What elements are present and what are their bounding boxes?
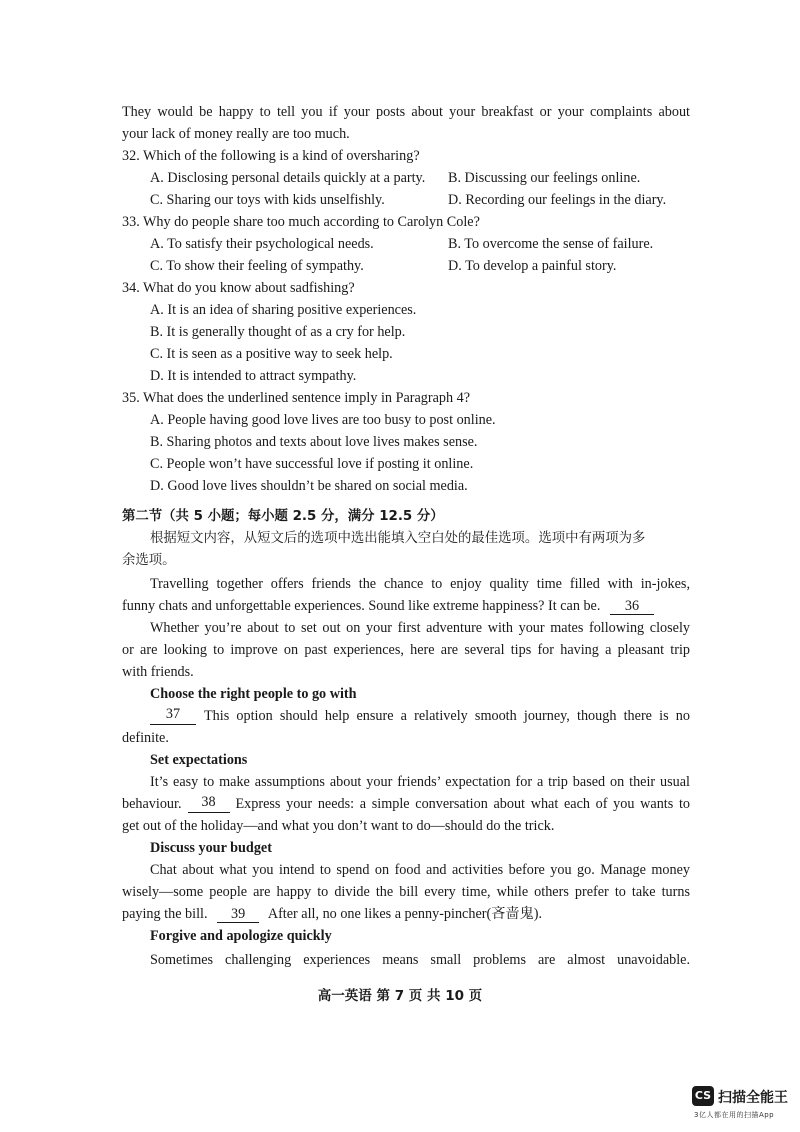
subheading: Discuss your budget — [150, 840, 272, 856]
question-32-option-c: C. Sharing our toys with kids unselfishly. — [150, 192, 385, 208]
paragraph-line: Chat about what you intend to spend on food and activities before you go. Manage money — [150, 862, 690, 878]
paragraph-text: behaviour. — [122, 796, 182, 812]
watermark-name: 扫描全能王 — [718, 1090, 788, 1106]
camscanner-watermark — [692, 1086, 796, 1126]
question-35-stem: 35. What does the underlined sentence imply in Paragraph 4? — [122, 390, 471, 406]
paragraph-line: Whether you’re about to set out on your first adventure with your mates following closely — [150, 620, 690, 636]
paragraph-line: wisely—some people are happy to divide the bill every time, while others prefer to take turns — [122, 884, 690, 900]
blank-37: 37 — [150, 707, 196, 725]
paragraph-line — [122, 905, 542, 923]
paragraph-line: or are looking to improve on past experiences, here are several tips for having a pleasant trip — [122, 642, 690, 658]
question-32-option-d: D. Recording our feelings in the diary. — [448, 192, 667, 208]
section-2-instruction: 根据短文内容，从短文后的选项中选出能填入空白处的最佳选项。选项中有两项为多 — [150, 531, 646, 546]
question-32-stem: 32. Which of the following is a kind of oversharing? — [122, 148, 420, 164]
paragraph-line: Sometimes challenging experiences means small problems are almost unavoidable. — [150, 952, 690, 968]
question-35-option-c: C. People won’t have successful love if posting it online. — [150, 456, 474, 472]
passage-line: They would be happy to tell you if your posts about your breakfast or your complaints about — [122, 104, 690, 120]
paragraph-text: After all, no one likes a penny-pincher(吝啬鬼). — [267, 906, 543, 922]
question-33-option-c: C. To show their feeling of sympathy. — [150, 258, 364, 274]
paragraph-line: definite. — [122, 730, 169, 746]
paragraph-line: with friends. — [122, 664, 194, 680]
passage-line: your lack of money really are too much. — [122, 126, 350, 142]
blank-38: 38 — [188, 795, 230, 813]
watermark-tagline: 3亿人都在用的扫描App — [694, 1111, 775, 1119]
paragraph-line — [122, 795, 690, 813]
paragraph-line: get out of the holiday—and what you don’t want to do—should do the trick. — [122, 818, 555, 834]
question-33-stem: 33. Why do people share too much according to Carolyn Cole? — [122, 214, 480, 230]
subheading: Choose the right people to go with — [150, 686, 357, 702]
paragraph-text: funny chats and unforgettable experiences. Sound like extreme happiness? It can be. — [122, 598, 601, 614]
question-35-option-a: A. People having good love lives are too busy to post online. — [150, 412, 496, 428]
question-35-option-b: B. Sharing photos and texts about love lives makes sense. — [150, 434, 478, 450]
paragraph-line — [122, 597, 654, 615]
paragraph-text: Express your needs: a simple conversation about what each of you wants to — [235, 796, 690, 812]
blank-39: 39 — [217, 907, 259, 923]
paragraph-line: Travelling together offers friends the chance to enjoy quality time filled with in-jokes, — [150, 576, 690, 592]
question-34-option-a: A. It is an idea of sharing positive experiences. — [150, 302, 417, 318]
blank-36: 36 — [610, 599, 654, 615]
paragraph-text: paying the bill. — [122, 906, 208, 922]
subheading: Set expectations — [150, 752, 248, 768]
question-32-option-a: A. Disclosing personal details quickly at a party. — [150, 170, 426, 186]
question-32-option-b: B. Discussing our feelings online. — [448, 170, 641, 186]
question-34-stem: 34. What do you know about sadfishing? — [122, 280, 355, 296]
question-33-option-d: D. To develop a painful story. — [448, 258, 617, 274]
page-footer: 高一英语 第 7 页 共 10 页 — [317, 988, 483, 1004]
paragraph-text: This option should help ensure a relatively smooth journey, though there is no — [204, 708, 690, 724]
section-2-heading: 第二节（共 5 小题；每小题 2.5 分，满分 12.5 分） — [122, 509, 444, 524]
question-34-option-b: B. It is generally thought of as a cry for help. — [150, 324, 406, 340]
question-33-option-b: B. To overcome the sense of failure. — [448, 236, 654, 252]
paragraph-line — [150, 707, 690, 725]
paragraph-line: It’s easy to make assumptions about your friends’ expectation for a trip based on their usual — [150, 774, 690, 790]
section-2-instruction: 余选项。 — [122, 553, 176, 568]
question-34-option-d: D. It is intended to attract sympathy. — [150, 368, 357, 384]
question-33-option-a: A. To satisfy their psychological needs. — [150, 236, 374, 252]
question-35-option-d: D. Good love lives shouldn’t be shared on social media. — [150, 478, 468, 494]
camscanner-logo-icon: CS — [692, 1086, 714, 1106]
question-34-option-c: C. It is seen as a positive way to seek help. — [150, 346, 393, 362]
subheading: Forgive and apologize quickly — [150, 928, 332, 944]
